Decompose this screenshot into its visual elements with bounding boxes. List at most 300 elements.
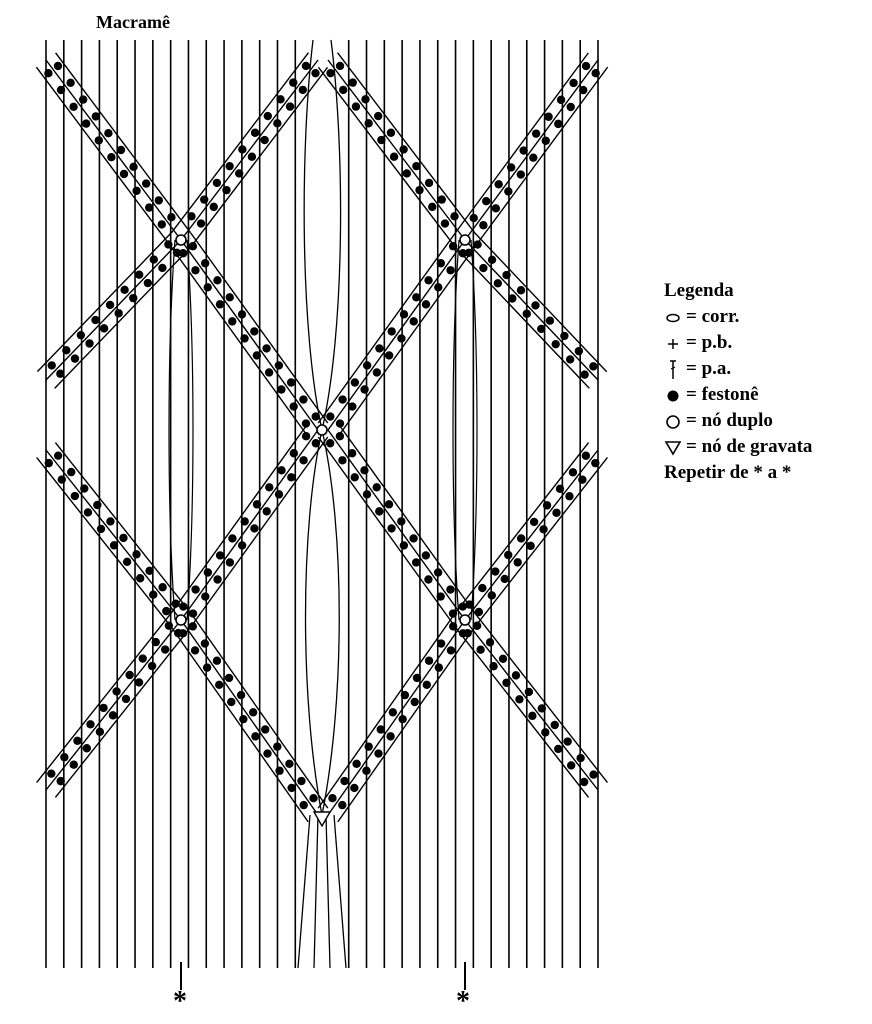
double-knot	[176, 235, 186, 245]
legend-item-festone	[664, 382, 812, 408]
festone-dot	[275, 361, 283, 369]
festone-dot	[502, 271, 510, 279]
festone-dot	[119, 534, 127, 542]
festone-dot	[479, 221, 487, 229]
festone-dot	[422, 551, 430, 559]
festone-dot	[526, 542, 534, 550]
festone-dot	[67, 468, 75, 476]
festone-dot	[531, 301, 539, 309]
festone-dot	[275, 767, 283, 775]
triangle-down-icon	[664, 434, 686, 460]
festone-dot	[238, 145, 246, 153]
festone-dot	[215, 681, 223, 689]
double-knot	[317, 425, 327, 435]
festone-dot	[525, 688, 533, 696]
tail-cord	[334, 815, 346, 968]
festone-dot	[374, 749, 382, 757]
festone-dot	[532, 129, 540, 137]
festone-dot	[95, 136, 103, 144]
festone-dot	[189, 622, 197, 630]
festone-dot	[557, 96, 565, 104]
festone-dot	[397, 517, 405, 525]
festone-dot	[338, 801, 346, 809]
festone-dot	[299, 86, 307, 94]
band-cord	[465, 620, 598, 790]
band-cord	[181, 60, 318, 240]
festone-dot	[125, 671, 133, 679]
festone-dot	[438, 195, 446, 203]
festone-dot	[400, 310, 408, 318]
festone-dot	[260, 136, 268, 144]
festone-dot	[473, 622, 481, 630]
festone-dot	[375, 344, 383, 352]
band-cord	[474, 457, 607, 627]
festone-dot	[145, 567, 153, 575]
festone-dot	[302, 432, 310, 440]
festone-dot	[311, 69, 319, 77]
festone-dot	[60, 753, 68, 761]
band-cord	[465, 60, 598, 240]
festone-dot	[69, 103, 77, 111]
festone-dot	[517, 286, 525, 294]
festone-dot	[390, 153, 398, 161]
band-cord	[475, 67, 608, 247]
festone-dot	[179, 602, 187, 610]
double-knot	[460, 615, 470, 625]
festone-dot	[204, 568, 212, 576]
festone-dot	[235, 169, 243, 177]
open-circle-icon	[664, 408, 686, 434]
band-cord	[171, 53, 308, 233]
festone-dot	[135, 271, 143, 279]
festone-dot	[478, 584, 486, 592]
festone-dot	[486, 638, 494, 646]
festone-dot	[556, 485, 564, 493]
festone-dot	[201, 639, 209, 647]
festone-dot	[106, 517, 114, 525]
band-cord	[37, 613, 172, 783]
festone-dot	[213, 575, 221, 583]
festone-dot	[287, 473, 295, 481]
festone-dot	[251, 129, 259, 137]
band-cord	[338, 53, 475, 233]
festone-dot	[70, 760, 78, 768]
festone-dot	[373, 368, 381, 376]
festone-dot	[66, 79, 74, 87]
festone-dot	[92, 112, 100, 120]
festone-dot	[73, 737, 81, 745]
festone-dot	[300, 801, 308, 809]
festone-dot	[436, 592, 444, 600]
festone-dot	[201, 259, 209, 267]
festone-dot	[152, 638, 160, 646]
festone-dot	[253, 351, 261, 359]
festone-dot	[228, 317, 236, 325]
festone-dot	[54, 62, 62, 70]
festone-dot	[62, 346, 70, 354]
festone-dot	[589, 362, 597, 370]
diagram-title: Macramê	[96, 12, 170, 32]
festone-dot	[348, 449, 356, 457]
double-knot	[176, 615, 186, 625]
festone-dot	[107, 153, 115, 161]
festone-dot	[114, 309, 122, 317]
festone-dot	[377, 725, 385, 733]
festone-dot	[48, 361, 56, 369]
festone-dot	[225, 674, 233, 682]
festone-dot	[411, 698, 419, 706]
festone-dot	[225, 162, 233, 170]
festone-dot	[45, 459, 53, 467]
festone-dot	[276, 95, 284, 103]
festone-dot	[589, 770, 597, 778]
festone-dot	[336, 62, 344, 70]
festone-dot	[289, 78, 297, 86]
festone-dot	[338, 395, 346, 403]
festone-dot	[560, 332, 568, 340]
festone-dot	[434, 283, 442, 291]
band-cord	[455, 53, 588, 233]
festone-dot	[591, 459, 599, 467]
festone-dot	[551, 340, 559, 348]
festone-dot	[463, 629, 471, 637]
festone-dot	[158, 583, 166, 591]
festone-dot	[250, 327, 258, 335]
festone-dot	[83, 744, 91, 752]
festone-dot	[387, 129, 395, 137]
festone-dot	[226, 293, 234, 301]
festone-dot	[504, 187, 512, 195]
festone-dot	[465, 600, 473, 608]
double-knot	[460, 235, 470, 245]
festone-dot	[203, 663, 211, 671]
festone-dot	[403, 169, 411, 177]
festone-dot	[112, 687, 120, 695]
festone-dot	[158, 220, 166, 228]
festone-dot	[580, 778, 588, 786]
legend-item-no-gravata	[664, 434, 812, 460]
festone-dot	[299, 395, 307, 403]
band-cord	[46, 450, 181, 620]
festone-dot	[373, 483, 381, 491]
festone-dot	[326, 69, 334, 77]
festone-dot	[351, 378, 359, 386]
festone-dot	[528, 712, 536, 720]
festone-dot	[286, 102, 294, 110]
festone-dot	[389, 708, 397, 716]
festone-dot	[179, 629, 187, 637]
festone-dot	[216, 300, 224, 308]
festone-dot	[437, 259, 445, 267]
band-cord	[171, 627, 308, 822]
festone-dot	[519, 146, 527, 154]
festone-dot	[80, 484, 88, 492]
festone-dot	[326, 412, 334, 420]
tail-cord	[298, 815, 310, 968]
festone-dot	[401, 691, 409, 699]
festone-dot	[387, 524, 395, 532]
festone-dot	[582, 452, 590, 460]
festone-dot	[150, 255, 158, 263]
festone-dot	[326, 439, 334, 447]
tail-cord	[314, 815, 318, 968]
festone-dot	[398, 715, 406, 723]
festone-dot	[591, 69, 599, 77]
festone-dot	[265, 483, 273, 491]
festone-dot	[277, 466, 285, 474]
festone-dot	[491, 567, 499, 575]
festone-dot	[523, 310, 531, 318]
festone-dot	[494, 279, 502, 287]
festone-dot	[132, 187, 140, 195]
festone-dot	[239, 715, 247, 723]
festone-dot	[161, 645, 169, 653]
festone-dot	[213, 179, 221, 187]
festone-dot	[377, 136, 385, 144]
festone-dot	[100, 324, 108, 332]
festone-dot	[273, 119, 281, 127]
band-cord	[46, 240, 181, 380]
festone-dot	[517, 534, 525, 542]
festone-dot	[106, 301, 114, 309]
festone-dot	[488, 591, 496, 599]
festone-dot	[546, 316, 554, 324]
festone-dot	[339, 86, 347, 94]
legend-item-pb	[664, 330, 812, 356]
festone-dot	[135, 678, 143, 686]
festone-dot	[388, 327, 396, 335]
festone-dot	[447, 646, 455, 654]
festone-dot	[530, 518, 538, 526]
festone-dot	[479, 264, 487, 272]
festone-dot	[517, 170, 525, 178]
festone-dot	[197, 219, 205, 227]
festone-dot	[363, 490, 371, 498]
festone-dot	[58, 475, 66, 483]
festone-dot	[226, 558, 234, 566]
festone-dot	[580, 370, 588, 378]
festone-dot	[213, 657, 221, 665]
festone-dot	[348, 402, 356, 410]
festone-dot	[57, 86, 65, 94]
festone-dot	[200, 195, 208, 203]
festone-dot	[567, 103, 575, 111]
festone-dot	[415, 186, 423, 194]
festone-dot	[158, 264, 166, 272]
festone-dot	[552, 509, 560, 517]
festone-dot	[299, 456, 307, 464]
festone-dot	[148, 662, 156, 670]
festone-dot	[289, 402, 297, 410]
festone-dot	[409, 534, 417, 542]
repeat-marker-right: *	[456, 986, 470, 1017]
festone-dot	[117, 146, 125, 154]
festone-dot	[423, 681, 431, 689]
festone-dot	[565, 492, 573, 500]
festone-dot	[99, 704, 107, 712]
legend-heading: Legenda	[664, 280, 734, 301]
festone-dot	[79, 95, 87, 103]
festone-dot	[410, 317, 418, 325]
chain-oval-icon	[664, 304, 686, 330]
legend-label: = festonê	[686, 384, 759, 405]
festone-dot	[54, 451, 62, 459]
filled-dot-icon	[664, 382, 686, 408]
festone-dot	[539, 525, 547, 533]
festone-dot	[375, 507, 383, 515]
festone-dot	[473, 240, 481, 248]
festone-dot	[191, 585, 199, 593]
festone-dot	[566, 355, 574, 363]
double-crochet-icon	[664, 356, 686, 382]
festone-dot	[569, 79, 577, 87]
festone-dot	[567, 761, 575, 769]
band-cord	[37, 457, 172, 627]
legend-label: = p.b.	[686, 332, 733, 353]
festone-dot	[136, 574, 144, 582]
festone-dot	[84, 508, 92, 516]
plus-icon	[664, 330, 686, 356]
festone-dot	[465, 249, 473, 257]
festone-dot	[287, 378, 295, 386]
festone-dot	[216, 551, 224, 559]
band-cord	[465, 450, 598, 620]
festone-dot	[120, 170, 128, 178]
festone-dot	[213, 276, 221, 284]
festone-dot	[129, 294, 137, 302]
festone-dot	[412, 293, 420, 301]
festone-dot	[507, 163, 515, 171]
festone-dot	[413, 674, 421, 682]
festone-dot	[273, 742, 281, 750]
festone-dot	[529, 153, 537, 161]
festone-dot	[155, 196, 163, 204]
festone-dot	[424, 276, 432, 284]
legend-item-no-duplo	[664, 408, 812, 434]
festone-dot	[309, 794, 317, 802]
band-cord	[46, 620, 181, 790]
festone-dot	[352, 102, 360, 110]
band-cord	[465, 240, 598, 380]
festone-dot	[93, 501, 101, 509]
festone-dot	[142, 179, 150, 187]
festone-dot	[400, 541, 408, 549]
festone-dot	[576, 754, 584, 762]
festone-dot	[144, 279, 152, 287]
festone-dot	[360, 466, 368, 474]
legend-item-corr	[664, 304, 812, 330]
festone-dot	[248, 153, 256, 161]
band-cord	[46, 60, 181, 240]
festone-dot	[508, 294, 516, 302]
festone-dot	[129, 163, 137, 171]
band-cord	[181, 240, 318, 430]
festone-dot	[476, 645, 484, 653]
festone-dot	[77, 331, 85, 339]
legend-label: = corr.	[686, 306, 740, 327]
festone-dot	[482, 197, 490, 205]
repeat-marker-left: *	[173, 986, 187, 1017]
festone-dot	[210, 203, 218, 211]
festone-dot	[149, 590, 157, 598]
festone-dot	[349, 78, 357, 86]
festone-dot	[261, 725, 269, 733]
band-cord	[456, 627, 589, 797]
festone-dot	[253, 500, 261, 508]
festone-dot	[240, 334, 248, 342]
festone-dot	[122, 695, 130, 703]
band-cord	[318, 233, 455, 423]
festone-dot	[71, 354, 79, 362]
festone-dot	[189, 242, 197, 250]
festone-dot	[544, 113, 552, 121]
festone-dot	[251, 732, 259, 740]
festone-dot	[277, 385, 285, 393]
festone-dot	[449, 242, 457, 250]
festone-dot	[543, 501, 551, 509]
festone-dot	[222, 186, 230, 194]
festone-dot	[512, 671, 520, 679]
festone-dot	[488, 256, 496, 264]
festone-dot	[551, 721, 559, 729]
festone-dot	[504, 551, 512, 559]
festone-dot	[554, 120, 562, 128]
festone-dot	[162, 607, 170, 615]
festone-dot	[513, 558, 521, 566]
festone-dot	[249, 708, 257, 716]
festone-dot	[569, 468, 577, 476]
festone-dot	[578, 475, 586, 483]
festone-dot	[499, 655, 507, 663]
festone-dot	[397, 334, 405, 342]
band-cord	[474, 613, 607, 783]
legend-label: = p.a.	[686, 358, 732, 379]
festone-dot	[385, 500, 393, 508]
festone-dot	[86, 720, 94, 728]
festone-dot	[145, 203, 153, 211]
festone-dot	[71, 492, 79, 500]
festone-dot	[57, 777, 65, 785]
festone-dot	[204, 283, 212, 291]
festone-dot	[104, 129, 112, 137]
festone-dot	[139, 654, 147, 662]
festone-dot	[502, 679, 510, 687]
festone-dot	[262, 344, 270, 352]
festone-dot	[340, 777, 348, 785]
festone-dot	[179, 249, 187, 257]
festone-dot	[312, 439, 320, 447]
festone-dot	[470, 214, 478, 222]
festone-dot	[227, 698, 235, 706]
festone-dot	[187, 212, 195, 220]
festone-dot	[238, 310, 246, 318]
festone-dot	[541, 728, 549, 736]
festone-dot	[312, 412, 320, 420]
festone-dot	[265, 368, 273, 376]
festone-dot	[399, 145, 407, 153]
tail-cord	[326, 815, 330, 968]
festone-dot	[435, 663, 443, 671]
festone-dot	[428, 203, 436, 211]
festone-dot	[167, 213, 175, 221]
festone-dot	[275, 490, 283, 498]
band-cord	[181, 430, 318, 620]
festone-dot	[579, 86, 587, 94]
festone-dot	[264, 112, 272, 120]
festone-dot	[542, 137, 550, 145]
festone-dot	[328, 794, 336, 802]
legend	[664, 278, 812, 486]
